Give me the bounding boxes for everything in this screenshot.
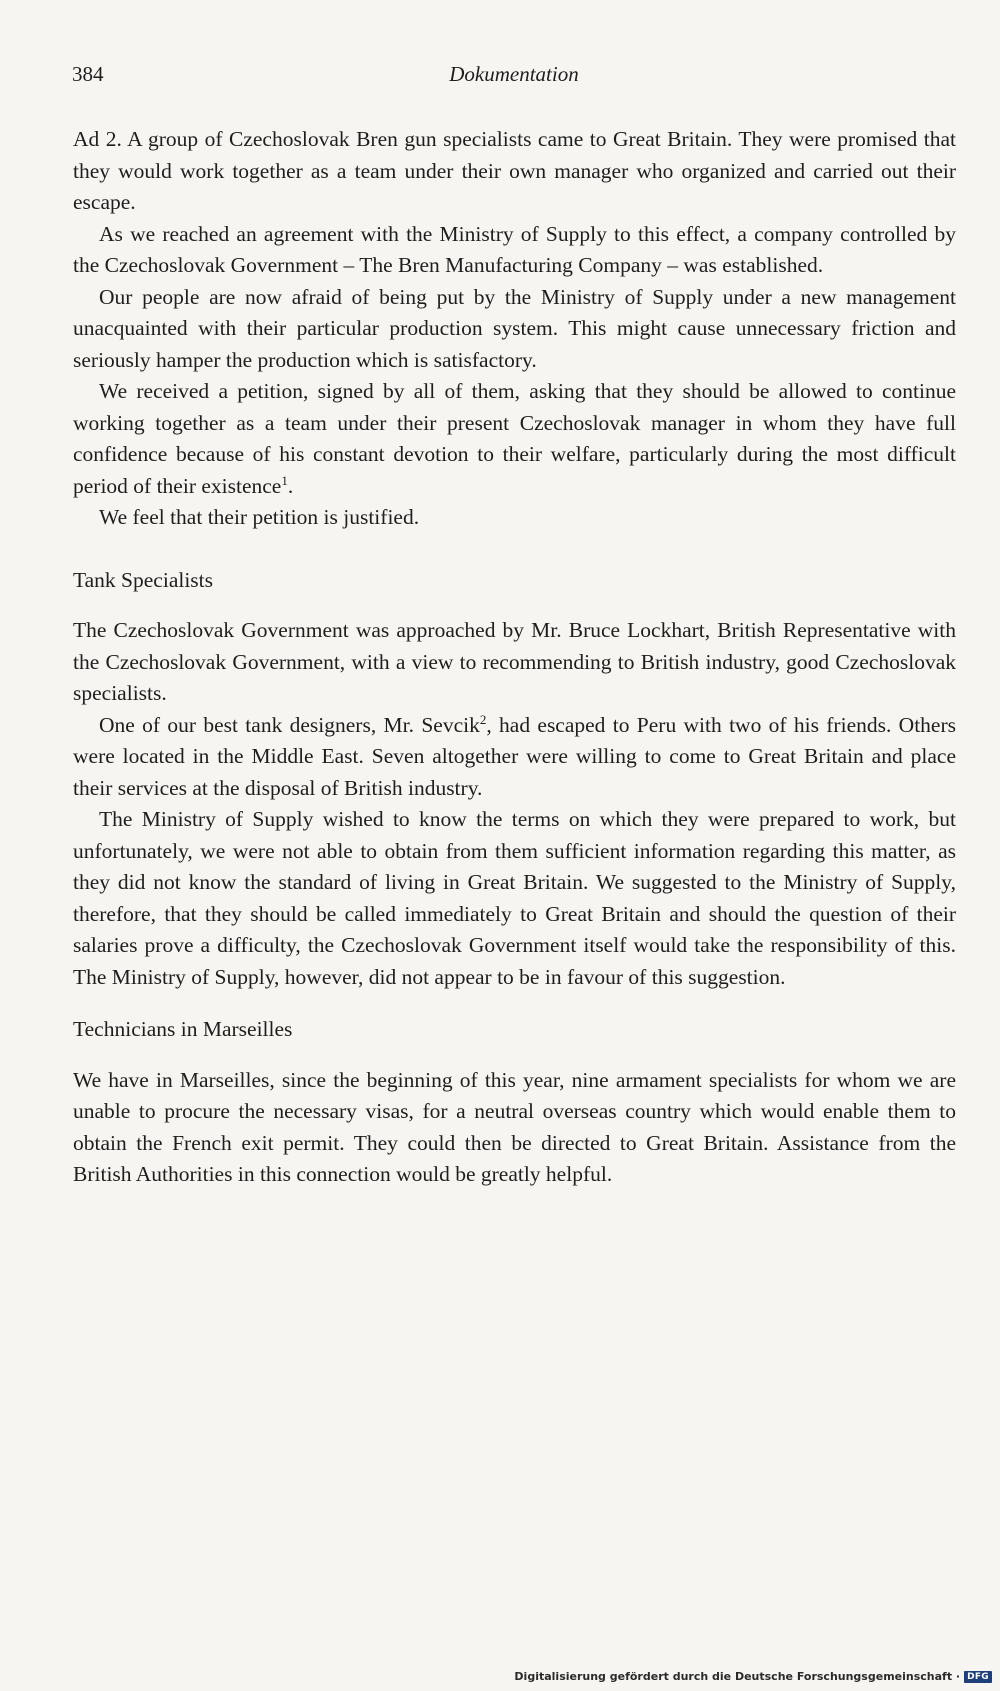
paragraph: We feel that their petition is justified.	[99, 505, 420, 529]
paragraph	[73, 710, 956, 805]
paragraph-text-end: , had escaped to Peru with two of his friends. Others were located in the Middle East. Seven altogether were willing to come to Great Britain and place their services at the disposal of British industry.	[73, 712, 956, 800]
paragraph: The Ministry of Supply wished to know the terms on which they were prepared to work, but unfortunately, we were not able to obtain from them sufficient information regarding this matter, as they did not know the standard of living in Great Britain. We suggested to the Ministry of Supply, therefore, that they should be called immediately to Great Britain and should the question of their salaries prove a difficulty, the Czechoslovak Government itself would take the responsibility of this. The Ministry of Supply, however, did not appear to be in favour of this suggestion.	[73, 807, 956, 989]
paragraph	[73, 376, 956, 502]
paragraph: Our people are now afraid of being put by the Ministry of Supply under a new management unacquainted with their particular production system. This might cause unnecessary friction and seriously hamper the production which is satisfactory.	[73, 284, 956, 372]
credit-text: Digitalisierung gefördert durch die Deutsche Forschungsgemeinschaft ·	[514, 1670, 961, 1683]
paragraph: The Czechoslovak Government was approached by Mr. Bruce Lockhart, British Representative with the Czechoslovak Government, with a view to recommending to British industry, good Czechoslovak specialists.	[73, 618, 956, 705]
paragraph: As we reached an agreement with the Ministry of Supply to this effect, a company controlled by the Czechoslovak Government – The Bren Manufacturing Company – was established.	[73, 221, 956, 277]
paragraph: We have in Marseilles, since the beginning of this year, nine armament specialists for whom we are unable to procure the necessary visas, for a neutral overseas country which would enable them to obtain the French exit permit. They could then be directed to Great Britain. Assistance from the British Authorities in this connection would be greatly helpful.	[73, 1067, 956, 1186]
section-heading: Tank Specialists	[73, 567, 214, 592]
paragraph-text: We received a petition, signed by all of them, asking that they should be allowed to continue working together as a team under their present Czechoslovak manager in whom they have full confidence because of his constant devotion to their welfare, particularly during the most difficult period of their existence	[73, 379, 956, 498]
paragraph: Ad 2. A group of Czechoslovak Bren gun specialists came to Great Britain. They were promised that they would work together as a team under their own manager who organized and carried out their escape.	[73, 127, 956, 214]
digitization-credit	[514, 1670, 992, 1683]
paragraph-text: One of our best tank designers, Mr. Sevcik	[99, 712, 480, 737]
page-header	[72, 62, 956, 96]
footnote-ref-2: 2	[479, 711, 487, 727]
section-tank-specialists	[73, 565, 956, 994]
paragraph-text-end: .	[287, 473, 294, 498]
section-technicians-marseilles	[73, 1014, 956, 1191]
dfg-logo-icon: DFG	[964, 1671, 992, 1683]
running-title: Dokumentation	[449, 62, 579, 86]
footnote-ref-1: 1	[281, 472, 288, 488]
section-heading: Technicians in Marseilles	[73, 1017, 293, 1041]
page-body	[73, 124, 956, 1191]
page-number: 384	[72, 62, 104, 86]
section-bren	[73, 124, 956, 534]
